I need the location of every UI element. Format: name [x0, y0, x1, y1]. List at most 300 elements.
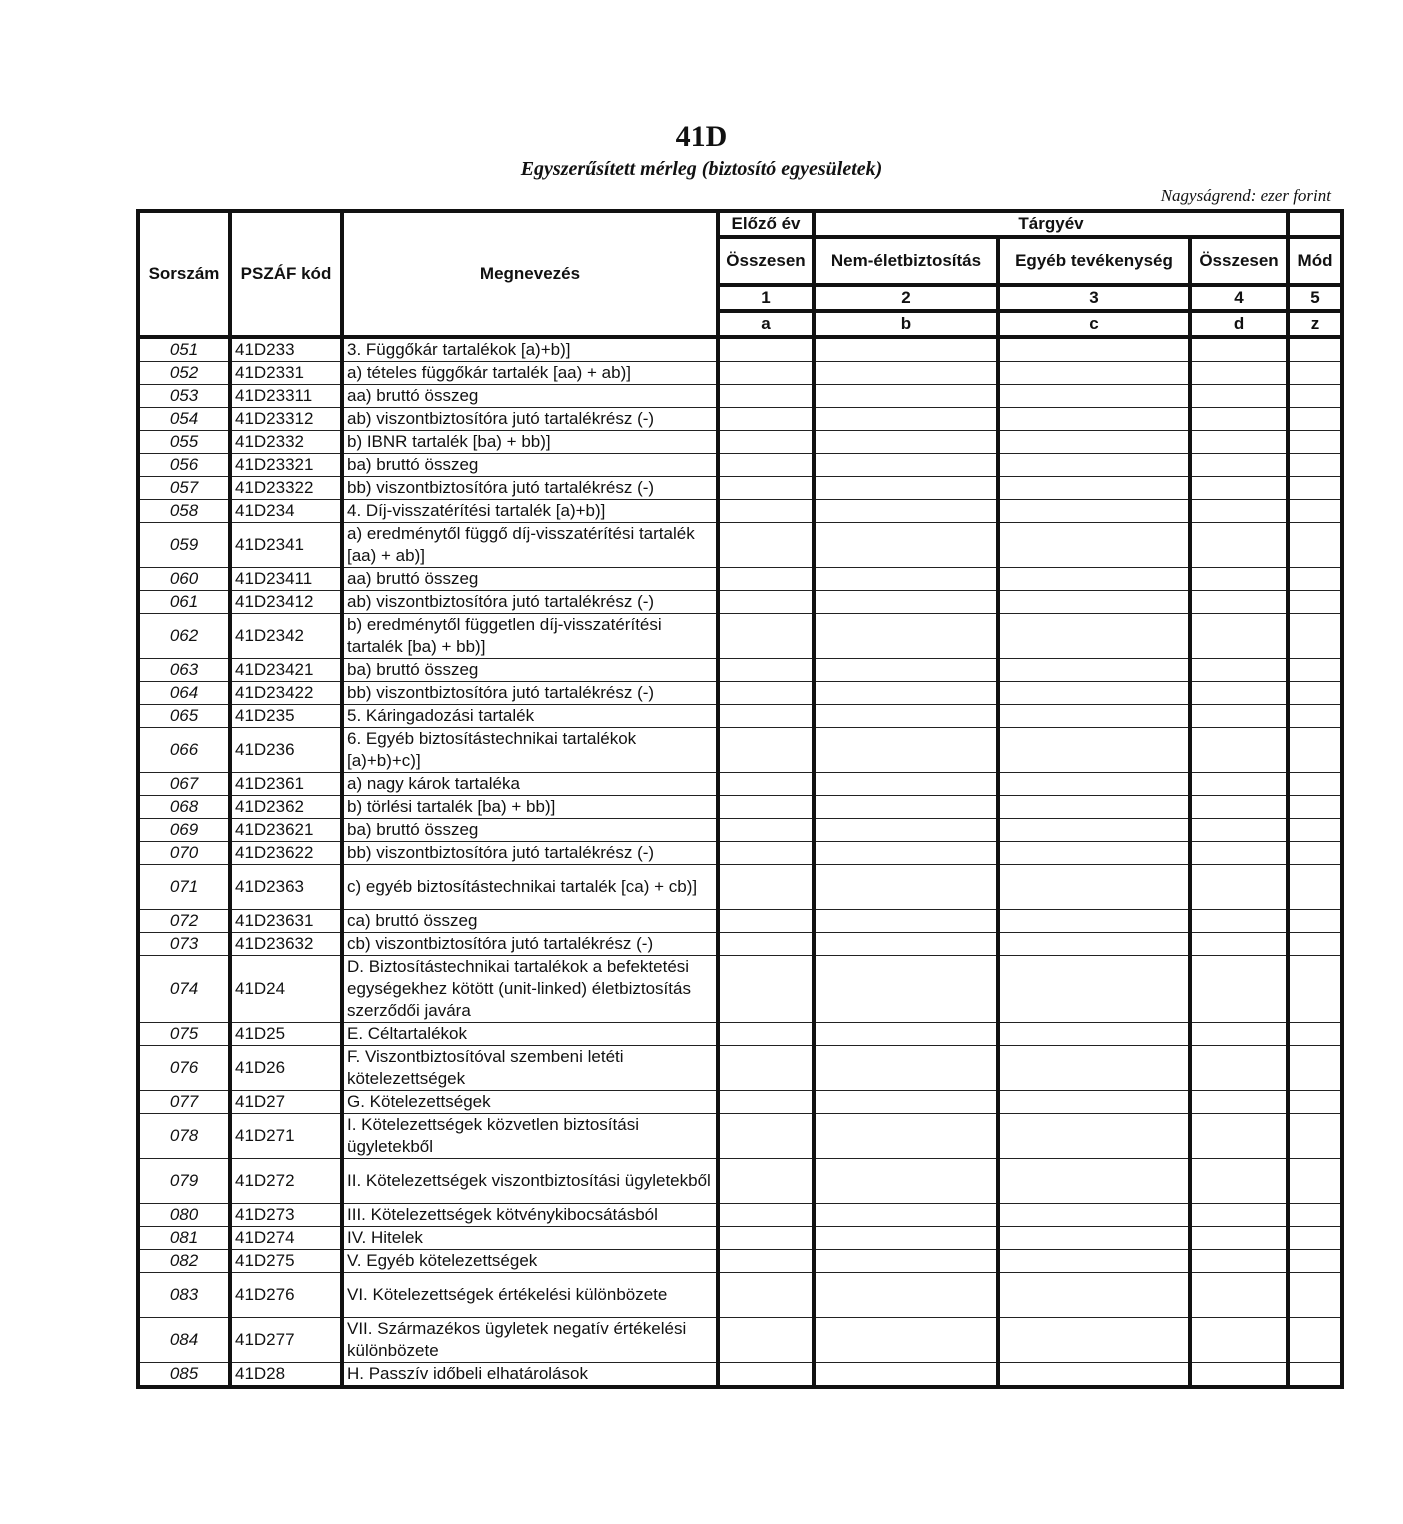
cell-egyeb-tevekenyseg[interactable]	[998, 1318, 1190, 1363]
cell-nem-eletbiztositas[interactable]	[814, 614, 998, 659]
cell-elozo-ev-osszesen[interactable]	[718, 1091, 814, 1114]
cell-elozo-ev-osszesen[interactable]	[718, 1318, 814, 1363]
col-letter-b: b	[814, 311, 998, 337]
row-sorszam: 054	[138, 408, 230, 431]
cell-egyeb-tevekenyseg[interactable]	[998, 568, 1190, 591]
cell-targyev-osszesen[interactable]	[1190, 1363, 1288, 1388]
cell-nem-eletbiztositas[interactable]	[814, 1114, 998, 1159]
row-pszaf-code: 41D23321	[230, 454, 342, 477]
cell-egyeb-tevekenyseg[interactable]	[998, 705, 1190, 728]
cell-mod[interactable]	[1288, 1023, 1342, 1046]
row-sorszam: 058	[138, 500, 230, 523]
cell-egyeb-tevekenyseg[interactable]	[998, 1250, 1190, 1273]
row-megnevezes: G. Kötelezettségek	[342, 1091, 718, 1114]
row-sorszam: 067	[138, 773, 230, 796]
cell-targyev-osszesen[interactable]	[1190, 337, 1288, 362]
cell-nem-eletbiztositas[interactable]	[814, 568, 998, 591]
row-megnevezes: cb) viszontbiztosítóra jutó tartalékrész (-)	[342, 933, 718, 956]
cell-targyev-osszesen[interactable]	[1190, 1114, 1288, 1159]
cell-egyeb-tevekenyseg[interactable]	[998, 1273, 1190, 1318]
cell-mod[interactable]	[1288, 1227, 1342, 1250]
cell-mod[interactable]	[1288, 1204, 1342, 1227]
cell-elozo-ev-osszesen[interactable]	[718, 385, 814, 408]
cell-elozo-ev-osszesen[interactable]	[718, 477, 814, 500]
cell-nem-eletbiztositas[interactable]	[814, 705, 998, 728]
header-megnevezes: Megnevezés	[342, 211, 718, 337]
cell-nem-eletbiztositas[interactable]	[814, 337, 998, 362]
cell-nem-eletbiztositas[interactable]	[814, 1159, 998, 1204]
table-row	[138, 1091, 1342, 1114]
cell-nem-eletbiztositas[interactable]	[814, 1318, 998, 1363]
cell-targyev-osszesen[interactable]	[1190, 408, 1288, 431]
row-pszaf-code: 41D23632	[230, 933, 342, 956]
row-sorszam: 083	[138, 1273, 230, 1318]
row-pszaf-code: 41D276	[230, 1273, 342, 1318]
cell-mod[interactable]	[1288, 819, 1342, 842]
table-row	[138, 1204, 1342, 1227]
row-pszaf-code: 41D23631	[230, 910, 342, 933]
cell-egyeb-tevekenyseg[interactable]	[998, 682, 1190, 705]
cell-mod[interactable]	[1288, 1114, 1342, 1159]
cell-egyeb-tevekenyseg[interactable]	[998, 659, 1190, 682]
row-pszaf-code: 41D2362	[230, 796, 342, 819]
cell-targyev-osszesen[interactable]	[1190, 477, 1288, 500]
row-megnevezes: 3. Függőkár tartalékok [a)+b)]	[342, 337, 718, 362]
row-pszaf-code: 41D2361	[230, 773, 342, 796]
cell-targyev-osszesen[interactable]	[1190, 1046, 1288, 1091]
row-sorszam: 069	[138, 819, 230, 842]
col-letter-a: a	[718, 311, 814, 337]
row-megnevezes: VI. Kötelezettségek értékelési különbözete	[342, 1273, 718, 1318]
header-targyev: Tárgyév	[814, 211, 1288, 237]
row-megnevezes: 6. Egyéb biztosítástechnikai tartalékok [a)+b)+c)]	[342, 728, 718, 773]
table-row	[138, 956, 1342, 1023]
row-sorszam: 055	[138, 431, 230, 454]
cell-mod[interactable]	[1288, 1250, 1342, 1273]
table-row	[138, 591, 1342, 614]
cell-targyev-osszesen[interactable]	[1190, 454, 1288, 477]
row-sorszam: 080	[138, 1204, 230, 1227]
cell-nem-eletbiztositas[interactable]	[814, 682, 998, 705]
row-megnevezes: b) IBNR tartalék [ba) + bb)]	[342, 431, 718, 454]
table-row	[138, 454, 1342, 477]
cell-targyev-osszesen[interactable]	[1190, 500, 1288, 523]
row-megnevezes: D. Biztosítástechnikai tartalékok a befektetési egységekhez kötött (unit-linked) életbiztosítás szerződői javára	[342, 956, 718, 1023]
form-title: 41D	[675, 120, 728, 153]
cell-egyeb-tevekenyseg[interactable]	[998, 933, 1190, 956]
cell-mod[interactable]	[1288, 385, 1342, 408]
cell-targyev-osszesen[interactable]	[1190, 362, 1288, 385]
table-row	[138, 568, 1342, 591]
table-row	[138, 933, 1342, 956]
row-megnevezes: ab) viszontbiztosítóra jutó tartalékrész (-)	[342, 591, 718, 614]
cell-targyev-osszesen[interactable]	[1190, 728, 1288, 773]
cell-targyev-osszesen[interactable]	[1190, 1159, 1288, 1204]
cell-mod[interactable]	[1288, 431, 1342, 454]
cell-elozo-ev-osszesen[interactable]	[718, 568, 814, 591]
cell-mod[interactable]	[1288, 1159, 1342, 1204]
cell-elozo-ev-osszesen[interactable]	[718, 796, 814, 819]
col-number-1: 1	[718, 285, 814, 311]
row-megnevezes: 5. Káringadozási tartalék	[342, 705, 718, 728]
cell-targyev-osszesen[interactable]	[1190, 1318, 1288, 1363]
row-pszaf-code: 41D2341	[230, 523, 342, 568]
row-sorszam: 056	[138, 454, 230, 477]
row-megnevezes: ab) viszontbiztosítóra jutó tartalékrész (-)	[342, 408, 718, 431]
cell-targyev-osszesen[interactable]	[1190, 659, 1288, 682]
cell-targyev-osszesen[interactable]	[1190, 385, 1288, 408]
row-pszaf-code: 41D23622	[230, 842, 342, 865]
cell-targyev-osszesen[interactable]	[1190, 933, 1288, 956]
cell-egyeb-tevekenyseg[interactable]	[998, 1091, 1190, 1114]
table-row	[138, 362, 1342, 385]
cell-mod[interactable]	[1288, 337, 1342, 362]
table-row	[138, 1046, 1342, 1091]
cell-egyeb-tevekenyseg[interactable]	[998, 1159, 1190, 1204]
cell-targyev-osszesen[interactable]	[1190, 1273, 1288, 1318]
header-elozo-ev: Előző év	[718, 211, 814, 237]
cell-egyeb-tevekenyseg[interactable]	[998, 819, 1190, 842]
cell-nem-eletbiztositas[interactable]	[814, 591, 998, 614]
table-row	[138, 910, 1342, 933]
row-pszaf-code: 41D277	[230, 1318, 342, 1363]
cell-egyeb-tevekenyseg[interactable]	[998, 1363, 1190, 1388]
table-body	[138, 337, 1342, 1387]
cell-elozo-ev-osszesen[interactable]	[718, 1227, 814, 1250]
cell-nem-eletbiztositas[interactable]	[814, 500, 998, 523]
cell-mod[interactable]	[1288, 362, 1342, 385]
cell-egyeb-tevekenyseg[interactable]	[998, 591, 1190, 614]
row-megnevezes: bb) viszontbiztosítóra jutó tartalékrész (-)	[342, 682, 718, 705]
row-sorszam: 078	[138, 1114, 230, 1159]
cell-nem-eletbiztositas[interactable]	[814, 1363, 998, 1388]
row-megnevezes: a) eredménytől függő díj-visszatérítési tartalék [aa) + ab)]	[342, 523, 718, 568]
cell-targyev-osszesen[interactable]	[1190, 1227, 1288, 1250]
table-row	[138, 728, 1342, 773]
cell-targyev-osszesen[interactable]	[1190, 842, 1288, 865]
row-megnevezes: V. Egyéb kötelezettségek	[342, 1250, 718, 1273]
row-megnevezes: E. Céltartalékok	[342, 1023, 718, 1046]
cell-egyeb-tevekenyseg[interactable]	[998, 910, 1190, 933]
cell-mod[interactable]	[1288, 1363, 1342, 1388]
table-row	[138, 1318, 1342, 1363]
cell-nem-eletbiztositas[interactable]	[814, 1227, 998, 1250]
cell-mod[interactable]	[1288, 1091, 1342, 1114]
balance-sheet-table	[136, 209, 1344, 1389]
header-col-3: Egyéb tevékenység	[998, 237, 1190, 285]
cell-nem-eletbiztositas[interactable]	[814, 385, 998, 408]
cell-elozo-ev-osszesen[interactable]	[718, 1250, 814, 1273]
row-sorszam: 081	[138, 1227, 230, 1250]
cell-nem-eletbiztositas[interactable]	[814, 1023, 998, 1046]
table-row	[138, 1273, 1342, 1318]
row-megnevezes: I. Kötelezettségek közvetlen biztosítási ügyletekből	[342, 1114, 718, 1159]
table-row	[138, 796, 1342, 819]
cell-egyeb-tevekenyseg[interactable]	[998, 956, 1190, 1023]
cell-mod[interactable]	[1288, 910, 1342, 933]
cell-nem-eletbiztositas[interactable]	[814, 659, 998, 682]
cell-mod[interactable]	[1288, 773, 1342, 796]
row-pszaf-code: 41D25	[230, 1023, 342, 1046]
row-megnevezes: b) törlési tartalék [ba) + bb)]	[342, 796, 718, 819]
cell-nem-eletbiztositas[interactable]	[814, 933, 998, 956]
cell-egyeb-tevekenyseg[interactable]	[998, 362, 1190, 385]
col-number-3: 3	[998, 285, 1190, 311]
cell-nem-eletbiztositas[interactable]	[814, 454, 998, 477]
cell-mod[interactable]	[1288, 477, 1342, 500]
cell-elozo-ev-osszesen[interactable]	[718, 819, 814, 842]
cell-elozo-ev-osszesen[interactable]	[718, 1159, 814, 1204]
cell-targyev-osszesen[interactable]	[1190, 819, 1288, 842]
cell-elozo-ev-osszesen[interactable]	[718, 408, 814, 431]
row-pszaf-code: 41D2342	[230, 614, 342, 659]
row-pszaf-code: 41D2363	[230, 865, 342, 910]
col-number-4: 4	[1190, 285, 1288, 311]
cell-targyev-osszesen[interactable]	[1190, 773, 1288, 796]
cell-targyev-osszesen[interactable]	[1190, 1023, 1288, 1046]
cell-elozo-ev-osszesen[interactable]	[718, 728, 814, 773]
cell-nem-eletbiztositas[interactable]	[814, 523, 998, 568]
cell-targyev-osszesen[interactable]	[1190, 956, 1288, 1023]
table-row	[138, 1363, 1342, 1388]
cell-mod[interactable]	[1288, 865, 1342, 910]
cell-elozo-ev-osszesen[interactable]	[718, 362, 814, 385]
header-col-5: Mód	[1288, 237, 1342, 285]
row-sorszam: 051	[138, 337, 230, 362]
cell-egyeb-tevekenyseg[interactable]	[998, 1204, 1190, 1227]
row-sorszam: 077	[138, 1091, 230, 1114]
cell-nem-eletbiztositas[interactable]	[814, 796, 998, 819]
form-subtitle: Egyszerűsített mérleg (biztosító egyesületek)	[520, 158, 883, 180]
cell-targyev-osszesen[interactable]	[1190, 1250, 1288, 1273]
cell-targyev-osszesen[interactable]	[1190, 523, 1288, 568]
cell-nem-eletbiztositas[interactable]	[814, 819, 998, 842]
cell-targyev-osszesen[interactable]	[1190, 705, 1288, 728]
cell-mod[interactable]	[1288, 591, 1342, 614]
table-row	[138, 1023, 1342, 1046]
cell-targyev-osszesen[interactable]	[1190, 910, 1288, 933]
cell-egyeb-tevekenyseg[interactable]	[998, 500, 1190, 523]
header-sorszam: Sorszám	[138, 211, 230, 337]
row-pszaf-code: 41D23411	[230, 568, 342, 591]
cell-elozo-ev-osszesen[interactable]	[718, 682, 814, 705]
cell-mod[interactable]	[1288, 705, 1342, 728]
row-megnevezes: 4. Díj-visszatérítési tartalék [a)+b)]	[342, 500, 718, 523]
cell-elozo-ev-osszesen[interactable]	[718, 1363, 814, 1388]
cell-nem-eletbiztositas[interactable]	[814, 728, 998, 773]
cell-mod[interactable]	[1288, 500, 1342, 523]
row-sorszam: 060	[138, 568, 230, 591]
cell-egyeb-tevekenyseg[interactable]	[998, 408, 1190, 431]
table-row	[138, 773, 1342, 796]
cell-nem-eletbiztositas[interactable]	[814, 477, 998, 500]
cell-elozo-ev-osszesen[interactable]	[718, 842, 814, 865]
cell-egyeb-tevekenyseg[interactable]	[998, 842, 1190, 865]
cell-nem-eletbiztositas[interactable]	[814, 431, 998, 454]
row-sorszam: 075	[138, 1023, 230, 1046]
row-megnevezes: aa) bruttó összeg	[342, 568, 718, 591]
cell-elozo-ev-osszesen[interactable]	[718, 523, 814, 568]
row-sorszam: 065	[138, 705, 230, 728]
row-megnevezes: IV. Hitelek	[342, 1227, 718, 1250]
row-pszaf-code: 41D274	[230, 1227, 342, 1250]
cell-elozo-ev-osszesen[interactable]	[718, 591, 814, 614]
col-letter-c: c	[998, 311, 1190, 337]
row-megnevezes: bb) viszontbiztosítóra jutó tartalékrész (-)	[342, 842, 718, 865]
cell-nem-eletbiztositas[interactable]	[814, 1204, 998, 1227]
cell-egyeb-tevekenyseg[interactable]	[998, 1227, 1190, 1250]
cell-egyeb-tevekenyseg[interactable]	[998, 385, 1190, 408]
row-pszaf-code: 41D236	[230, 728, 342, 773]
cell-targyev-osszesen[interactable]	[1190, 431, 1288, 454]
cell-elozo-ev-osszesen[interactable]	[718, 337, 814, 362]
cell-targyev-osszesen[interactable]	[1190, 591, 1288, 614]
cell-elozo-ev-osszesen[interactable]	[718, 659, 814, 682]
cell-nem-eletbiztositas[interactable]	[814, 1046, 998, 1091]
cell-mod[interactable]	[1288, 408, 1342, 431]
cell-nem-eletbiztositas[interactable]	[814, 910, 998, 933]
cell-elozo-ev-osszesen[interactable]	[718, 500, 814, 523]
row-sorszam: 079	[138, 1159, 230, 1204]
cell-nem-eletbiztositas[interactable]	[814, 773, 998, 796]
row-sorszam: 052	[138, 362, 230, 385]
cell-mod[interactable]	[1288, 842, 1342, 865]
row-sorszam: 066	[138, 728, 230, 773]
cell-elozo-ev-osszesen[interactable]	[718, 865, 814, 910]
row-pszaf-code: 41D28	[230, 1363, 342, 1388]
cell-nem-eletbiztositas[interactable]	[814, 362, 998, 385]
cell-nem-eletbiztositas[interactable]	[814, 1091, 998, 1114]
col-letter-z: z	[1288, 311, 1342, 337]
cell-elozo-ev-osszesen[interactable]	[718, 1273, 814, 1318]
cell-mod[interactable]	[1288, 956, 1342, 1023]
cell-elozo-ev-osszesen[interactable]	[718, 956, 814, 1023]
cell-mod[interactable]	[1288, 728, 1342, 773]
cell-targyev-osszesen[interactable]	[1190, 1204, 1288, 1227]
cell-elozo-ev-osszesen[interactable]	[718, 705, 814, 728]
row-megnevezes: ba) bruttó összeg	[342, 819, 718, 842]
cell-nem-eletbiztositas[interactable]	[814, 408, 998, 431]
cell-egyeb-tevekenyseg[interactable]	[998, 1046, 1190, 1091]
row-sorszam: 064	[138, 682, 230, 705]
cell-elozo-ev-osszesen[interactable]	[718, 773, 814, 796]
header-pszaf-kod: PSZÁF kód	[230, 211, 342, 337]
row-pszaf-code: 41D24	[230, 956, 342, 1023]
cell-elozo-ev-osszesen[interactable]	[718, 1204, 814, 1227]
cell-mod[interactable]	[1288, 933, 1342, 956]
units-note: Nagyságrend: ezer forint	[1160, 186, 1331, 205]
row-pszaf-code: 41D23412	[230, 591, 342, 614]
cell-egyeb-tevekenyseg[interactable]	[998, 614, 1190, 659]
cell-mod[interactable]	[1288, 659, 1342, 682]
cell-mod[interactable]	[1288, 614, 1342, 659]
cell-mod[interactable]	[1288, 523, 1342, 568]
cell-mod[interactable]	[1288, 1046, 1342, 1091]
cell-egyeb-tevekenyseg[interactable]	[998, 796, 1190, 819]
row-megnevezes: bb) viszontbiztosítóra jutó tartalékrész (-)	[342, 477, 718, 500]
row-pszaf-code: 41D271	[230, 1114, 342, 1159]
table-row	[138, 659, 1342, 682]
row-sorszam: 063	[138, 659, 230, 682]
cell-elozo-ev-osszesen[interactable]	[718, 1046, 814, 1091]
table-row	[138, 682, 1342, 705]
cell-nem-eletbiztositas[interactable]	[814, 956, 998, 1023]
table-row	[138, 819, 1342, 842]
cell-egyeb-tevekenyseg[interactable]	[998, 477, 1190, 500]
cell-nem-eletbiztositas[interactable]	[814, 1273, 998, 1318]
cell-elozo-ev-osszesen[interactable]	[718, 910, 814, 933]
cell-elozo-ev-osszesen[interactable]	[718, 454, 814, 477]
cell-targyev-osszesen[interactable]	[1190, 568, 1288, 591]
row-pszaf-code: 41D275	[230, 1250, 342, 1273]
cell-mod[interactable]	[1288, 568, 1342, 591]
table-row	[138, 500, 1342, 523]
row-megnevezes: VII. Származékos ügyletek negatív értékelési különbözete	[342, 1318, 718, 1363]
cell-egyeb-tevekenyseg[interactable]	[998, 431, 1190, 454]
table-row	[138, 408, 1342, 431]
col-number-2: 2	[814, 285, 998, 311]
cell-elozo-ev-osszesen[interactable]	[718, 431, 814, 454]
cell-egyeb-tevekenyseg[interactable]	[998, 523, 1190, 568]
cell-nem-eletbiztositas[interactable]	[814, 842, 998, 865]
table-header	[138, 211, 1342, 337]
cell-egyeb-tevekenyseg[interactable]	[998, 454, 1190, 477]
row-pszaf-code: 41D23621	[230, 819, 342, 842]
row-sorszam: 062	[138, 614, 230, 659]
cell-mod[interactable]	[1288, 454, 1342, 477]
row-sorszam: 076	[138, 1046, 230, 1091]
cell-targyev-osszesen[interactable]	[1190, 682, 1288, 705]
cell-egyeb-tevekenyseg[interactable]	[998, 773, 1190, 796]
cell-mod[interactable]	[1288, 796, 1342, 819]
cell-targyev-osszesen[interactable]	[1190, 614, 1288, 659]
header-col-2: Nem-életbiztosítás	[814, 237, 998, 285]
cell-egyeb-tevekenyseg[interactable]	[998, 865, 1190, 910]
row-pszaf-code: 41D273	[230, 1204, 342, 1227]
row-sorszam: 061	[138, 591, 230, 614]
cell-targyev-osszesen[interactable]	[1190, 865, 1288, 910]
row-megnevezes: III. Kötelezettségek kötvénykibocsátásból	[342, 1204, 718, 1227]
row-megnevezes: II. Kötelezettségek viszontbiztosítási ügyletekből	[342, 1159, 718, 1204]
row-megnevezes: H. Passzív időbeli elhatárolások	[342, 1363, 718, 1388]
row-megnevezes: aa) bruttó összeg	[342, 385, 718, 408]
cell-mod[interactable]	[1288, 682, 1342, 705]
cell-egyeb-tevekenyseg[interactable]	[998, 1114, 1190, 1159]
row-sorszam: 074	[138, 956, 230, 1023]
row-pszaf-code: 41D27	[230, 1091, 342, 1114]
table-row	[138, 337, 1342, 362]
table-row	[138, 705, 1342, 728]
cell-egyeb-tevekenyseg[interactable]	[998, 1023, 1190, 1046]
cell-egyeb-tevekenyseg[interactable]	[998, 728, 1190, 773]
header-col-4: Összesen	[1190, 237, 1288, 285]
cell-nem-eletbiztositas[interactable]	[814, 1250, 998, 1273]
cell-mod[interactable]	[1288, 1273, 1342, 1318]
cell-nem-eletbiztositas[interactable]	[814, 865, 998, 910]
row-megnevezes: F. Viszontbiztosítóval szembeni letéti kötelezettségek	[342, 1046, 718, 1091]
cell-egyeb-tevekenyseg[interactable]	[998, 337, 1190, 362]
cell-elozo-ev-osszesen[interactable]	[718, 614, 814, 659]
cell-elozo-ev-osszesen[interactable]	[718, 1114, 814, 1159]
row-sorszam: 057	[138, 477, 230, 500]
cell-elozo-ev-osszesen[interactable]	[718, 933, 814, 956]
table-row	[138, 614, 1342, 659]
cell-mod[interactable]	[1288, 1318, 1342, 1363]
cell-elozo-ev-osszesen[interactable]	[718, 1023, 814, 1046]
cell-targyev-osszesen[interactable]	[1190, 1091, 1288, 1114]
row-megnevezes: a) tételes függőkár tartalék [aa) + ab)]	[342, 362, 718, 385]
cell-targyev-osszesen[interactable]	[1190, 796, 1288, 819]
